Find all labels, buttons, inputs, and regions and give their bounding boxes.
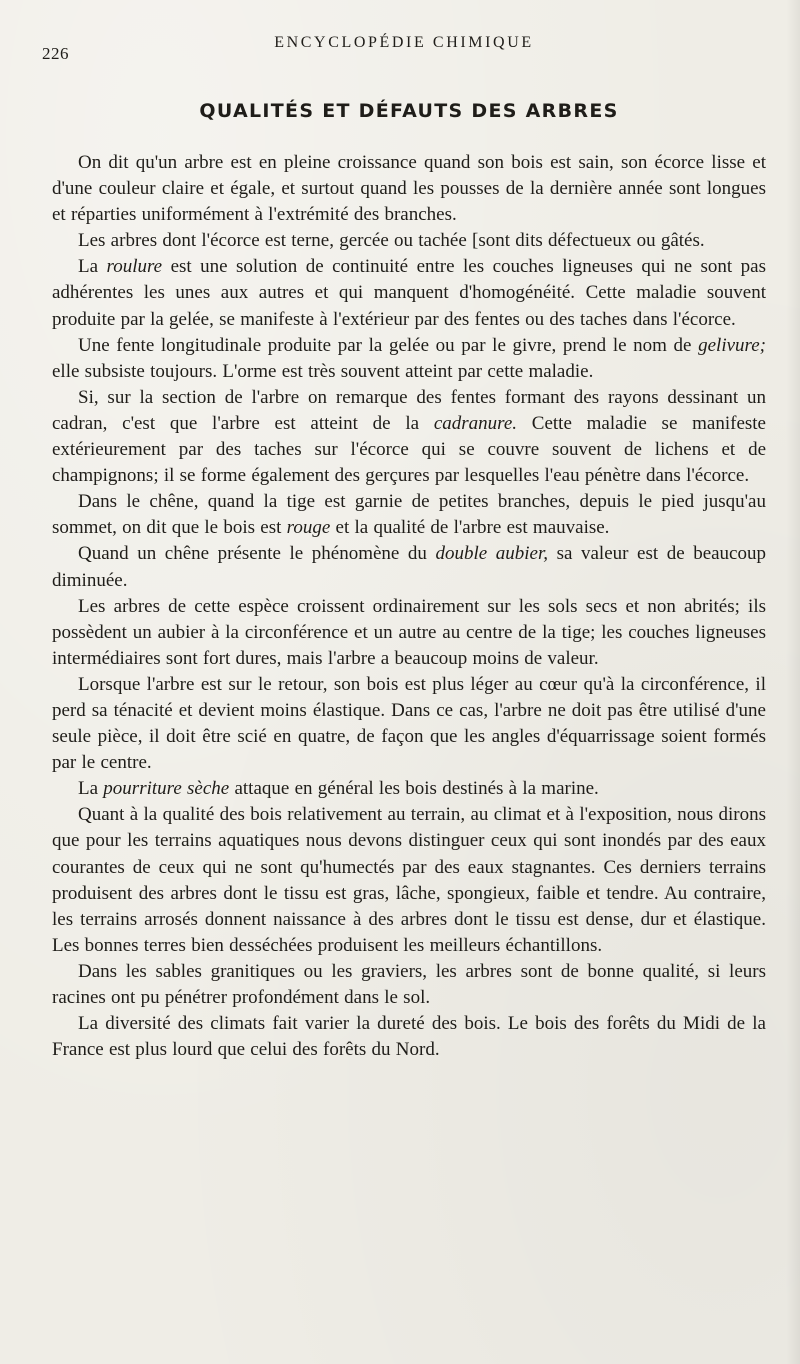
paragraph	[52, 802, 766, 959]
paragraph	[52, 541, 766, 593]
italic-term: gelivure;	[698, 334, 766, 356]
paragraph	[52, 489, 766, 541]
paragraph	[52, 228, 766, 254]
paragraph	[52, 150, 766, 228]
running-title: ENCYCLOPÉDIE CHIMIQUE	[274, 34, 534, 51]
paragraph-text: Lorsque l'arbre est sur le retour, son bois est plus léger au cœur qu'à la circonférence, il perd sa ténacité et devient moins élastique. Dans ce cas, l'arbre ne doit pas être utilisé d'une seule pièce, il doit être scié en quatre, de façon que les angles d'équarrissage soient formés par le centre.	[52, 673, 766, 774]
italic-term: double aubier,	[435, 543, 549, 565]
paragraph-text: Les arbres dont l'écorce est terne, gercée ou tachée [sont dits défectueux ou gâtés.	[78, 230, 705, 252]
paragraph-text: La diversité des climats fait varier la dureté des bois. Le bois des forêts du Midi de la France est plus lourd que celui des forêts du Nord.	[52, 1013, 766, 1061]
paragraph-text: Dans le chêne, quand la tige est garnie de petites branches, depuis le pied jusqu'au sommet, on dit que le bois est	[52, 491, 766, 539]
paragraph-text: Les arbres de cette espèce croissent ordinairement sur les sols secs et non abrités; ils possèdent un aubier à la circonférence et un autre au centre de la tige; les couches ligneuses intermédiaires sont fort dures, mais l'arbre a beaucoup moins de valeur.	[52, 595, 766, 669]
paragraph-text: Cette maladie se manifeste extérieurement par des taches sur l'écorce qui se couvre souvent de lichens et de champignons; il se forme également des gerçures par lesquelles l'eau pénètre dans l'écorce.	[52, 412, 766, 487]
paragraph-text: La	[78, 778, 104, 800]
italic-term: rouge	[286, 517, 331, 539]
paragraph-text: Si, sur la section de l'arbre on remarque des fentes formant des rayons dessinant un cadran, c'est que l'arbre est atteint de la	[52, 386, 766, 434]
paragraph-text: elle subsiste toujours. L'orme est très souvent atteint par cette maladie.	[52, 360, 594, 382]
paragraph-text: attaque en général les bois destinés à la marine.	[229, 778, 599, 800]
paragraph-text: Dans les sables granitiques ou les graviers, les arbres sont de bonne qualité, si leurs racines ont pu pénétrer profondément dans le sol.	[52, 960, 766, 1008]
paragraph-text: La	[78, 256, 107, 278]
paragraph-text: Quant à la qualité des bois relativement au terrain, au climat et à l'exposition, nous dirons que pour les terrains aquatiques nous devons distinguer ceux qui sont inondés par des eaux courantes de ceux qui ne sont qu'humectés par des eaux stagnantes. Ces derniers terrains produisent des arbres dont le tissu est gras, lâche, spongieux, faible et tendre. Au contraire, les terrains arrosés donnent naissance à des arbres dont le tissu est dense, dur et élastique. Les bonnes terres bien desséchées produisent les meilleurs échantillons.	[52, 804, 766, 956]
paragraph-text: On dit qu'un arbre est en pleine croissance quand son bois est sain, son écorce lisse et d'une couleur claire et égale, et surtout quand les pousses de la dernière année sont longues et réparties uniformément à l'extrémité des branches.	[52, 152, 766, 226]
paragraph	[52, 594, 766, 672]
paragraph-text: Une fente longitudinale produite par la gelée ou par le givre, prend le nom de	[78, 334, 699, 356]
paragraph-text: sa valeur est de beaucoup diminuée.	[52, 543, 766, 591]
paragraph	[52, 254, 766, 332]
paragraph-text: est une solution de continuité entre les couches ligneuses qui ne sont pas adhérentes les unes aux autres et qui manquent d'homogénéité. Cette maladie souvent produite par la gelée, se manifeste à l'extérieur par des fentes ou des taches dans l'écorce.	[52, 256, 766, 330]
paragraph	[52, 776, 766, 802]
running-header	[42, 34, 766, 63]
paragraph	[52, 959, 766, 1011]
paragraph	[52, 1011, 766, 1063]
scan-edge-shadow	[786, 0, 800, 1364]
paragraph-text: et la qualité de l'arbre est mauvaise.	[330, 517, 610, 539]
italic-term: pourriture sèche	[103, 778, 230, 800]
italic-term: roulure	[106, 256, 163, 278]
page-number: 226	[42, 44, 69, 63]
body-text	[52, 150, 766, 1063]
italic-term: cadranure.	[433, 412, 518, 434]
section-title: QUALITÉS ET DÉFAUTS DES ARBRES	[199, 100, 619, 122]
paragraph-text: Quand un chêne présente le phénomène du	[78, 543, 436, 565]
paragraph	[52, 385, 766, 489]
paragraph	[52, 672, 766, 776]
paragraph	[52, 333, 766, 385]
